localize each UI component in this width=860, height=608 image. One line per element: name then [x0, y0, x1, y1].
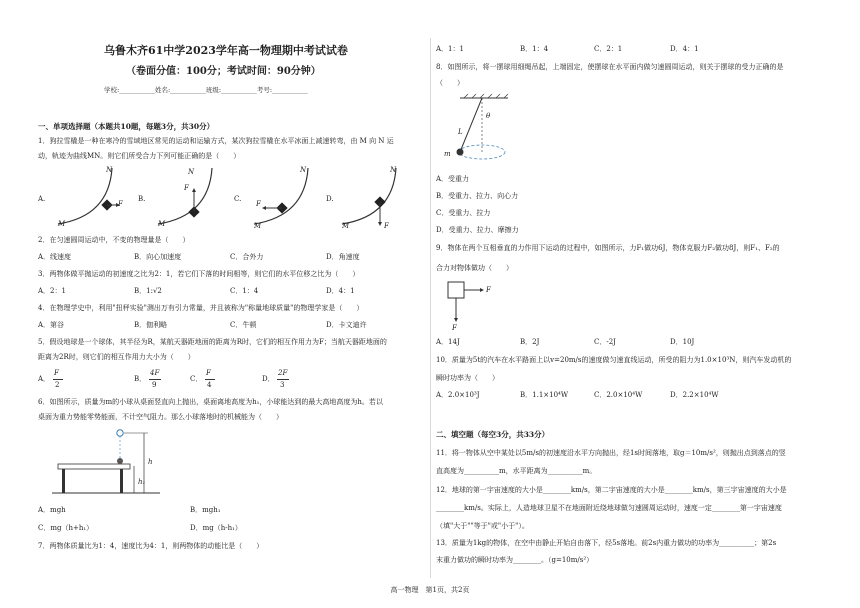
q5-option-d-numerator: 2F	[278, 369, 288, 377]
q3-stem: 3．两物体做平抛运动的初速度之比为2：1，若它们下落的时间相等，则它们的水平位移之比为（ ）	[38, 270, 360, 278]
q6-stem-line2: 桌面为重力势能零势能面，不计空气阻力。那么小球落地时的机械能为（ ）	[38, 413, 283, 421]
q10-stem-line2: 瞬时功率为（ ）	[436, 374, 499, 382]
q8-option-a: A．受重力	[436, 175, 470, 183]
exam-subtitle: （卷面分值：100分；考试时间：90分钟）	[126, 66, 321, 77]
q1d-label-f: F	[384, 222, 389, 230]
q11-line2: 直高度为__________m，水平距离为__________m。	[436, 467, 597, 475]
q9-option-d: D．10J	[670, 338, 695, 346]
q8-stem-line1: 8．如图所示，将一摆球用细绳吊起，上端固定，使摆球在水平面内做匀速圆周运动，则关于摆球的受力正确的是	[436, 63, 784, 71]
q5-option-d-denominator: 3	[280, 381, 285, 389]
q1-option-d-label: D.	[326, 195, 334, 203]
q8-option-b: B．受重力、拉力、向心力	[436, 192, 519, 200]
q6-label-h: h	[148, 458, 153, 466]
q8-label-m: m	[444, 150, 451, 158]
q5-option-a-denominator: 2	[55, 381, 60, 389]
q1a-label-f: F	[118, 200, 123, 208]
q8-option-d: D．受重力、拉力、摩擦力	[436, 226, 519, 234]
page-footer: 高一物理 第1页，共2页	[390, 586, 470, 594]
q10-option-c: C．2.0×10⁴W	[594, 391, 643, 399]
section2-heading: 二、填空题（每空3分，共33分）	[436, 430, 550, 439]
q10-option-a: A．2.0×10³J	[436, 391, 480, 399]
q8-pendulum-diagram	[452, 94, 532, 166]
q1c-label-f: F	[256, 200, 261, 208]
q6-label-h1: h₁	[138, 478, 146, 486]
q5-option-c-prefix: C．	[190, 375, 203, 383]
q1b-label-m: M	[158, 220, 166, 228]
q9-option-b: B．2J	[520, 338, 540, 346]
q8-label-l: L	[458, 128, 463, 136]
q11-line1: 11．将一物体从空中某处以5m/s的初速度沿水平方向抛出，经1s时间落地，取g＝10m/s²，则抛出点到落点的竖	[436, 449, 786, 457]
q2-option-a: A．线速度	[38, 253, 72, 261]
q2-option-b: B．向心加速度	[134, 253, 182, 261]
q1-option-c-label: C.	[234, 195, 242, 203]
q6-option-a: A．mgh	[38, 506, 66, 514]
q1d-label-n: N	[390, 166, 397, 174]
q1-diagram-d	[338, 166, 408, 230]
student-info-line: 学校:___________姓名:___________班级:___________考号:___________	[104, 86, 308, 94]
q12-line3: （填"大于""等于"或"小于"）。	[436, 522, 529, 530]
q9-block-diagram	[442, 276, 502, 334]
q4-option-b: B．伽利略	[134, 321, 168, 329]
q13-line1: 13．质量为1kg的物体，在空中由静止开始自由落下，经5s落地。前2s内重力做功的功率为__________；第2s	[436, 539, 777, 547]
q9-label-f1: F	[486, 286, 491, 294]
q5-stem-line1: 5．假设地球是一个球体，其半径为R，某航天器距地面的距离为R时，它们的相互作用力为F；当航天器距地面的	[38, 338, 387, 346]
q1b-label-f: F	[184, 184, 189, 192]
q1-option-b-label: B.	[138, 195, 146, 203]
q3-option-c: C．1：4	[230, 287, 259, 295]
q5-option-b-numerator: 4F	[150, 369, 160, 377]
q7-option-c: C．2：1	[594, 45, 623, 53]
q5-option-d-fraction-bar	[277, 379, 289, 380]
q9-label-f2: F	[452, 324, 457, 332]
q3-option-a: A．2：1	[38, 287, 66, 295]
q9-option-a: A．14J	[436, 338, 460, 346]
section1-heading: 一、单项选择题（本题共10题，每题3分，共30分）	[38, 122, 215, 131]
q6-option-b: B．mgh₁	[190, 506, 221, 514]
q9-option-c: C．-2J	[594, 338, 616, 346]
column-divider	[430, 38, 431, 578]
q6-option-c: C．mg（h+h₁）	[38, 524, 94, 532]
q5-option-b-denominator: 9	[152, 381, 157, 389]
q4-option-c: C．牛顿	[230, 321, 257, 329]
q1d-label-m: M	[342, 222, 350, 230]
q5-option-c-fraction-bar	[205, 379, 215, 380]
q1a-label-m: M	[58, 220, 66, 228]
q4-stem: 4．在物理学史中，利用"扭秤实验"测出万有引力常量，并且被称为"称量地球质量"的物理学家是（ ）	[38, 304, 364, 312]
exam-title: 乌鲁木齐61中学2023学年高一物理期中考试试卷	[104, 44, 348, 57]
q1-stem-line2: 动，轨迹为曲线MN。则它们所受合力下列可能正确的是（ ）	[38, 152, 241, 160]
q5-option-b-prefix: B．	[134, 375, 147, 383]
q5-option-d-prefix: D．	[262, 375, 275, 383]
q10-option-d: D．2.2×10⁴W	[670, 391, 719, 399]
q3-option-d: D．4：1	[326, 287, 355, 295]
q5-option-c-denominator: 4	[207, 381, 212, 389]
q5-option-b-fraction-bar	[149, 379, 161, 380]
q3-option-b: B．1:√2	[134, 287, 162, 295]
q4-option-a: A．第谷	[38, 321, 65, 329]
q5-option-c-numerator: F	[206, 369, 211, 377]
q9-stem-line1: 9．物体在两个互相垂直的力作用下运动的过程中，如图所示，力F₁做功6J，物体克服力F₂做功8J，则F₁、F₂的	[436, 244, 780, 252]
q1-diagram-c	[250, 166, 320, 230]
q13-line2: 末重力做功的瞬时功率为________。（g=10m/s²）	[436, 556, 594, 564]
q7-option-b: B．1：4	[520, 45, 549, 53]
q2-option-d: D．角速度	[326, 253, 360, 261]
q1c-label-n: N	[300, 166, 307, 174]
q1b-label-n: N	[188, 168, 195, 176]
q2-stem: 2．在匀速圆周运动中，不变的物理量是（ ）	[38, 236, 190, 244]
q7-option-d: D．4：1	[670, 45, 699, 53]
q5-option-a-prefix: A．	[38, 375, 51, 383]
q5-option-a-numerator: F	[54, 369, 59, 377]
q5-option-a-fraction-bar	[53, 379, 63, 380]
q9-stem-line2: 合力对物体做功（ ）	[436, 264, 513, 272]
q7-option-a: A．1：1	[436, 45, 464, 53]
q4-option-d: D．卡文迪许	[326, 321, 367, 329]
q10-option-b: B．1.1×10⁴W	[520, 391, 569, 399]
q12-line1: 12．地球的第一宇宙速度的大小是________km/s，第二宇宙速度的大小是________km/s，第三宇宙速度的大小是	[436, 486, 787, 494]
left-column	[38, 0, 420, 608]
q8-label-theta: θ	[486, 112, 491, 120]
q10-stem-line1: 10．质量为5t的汽车在水平路面上以v=20m/s的速度做匀速直线运动，所受的阻力为1.0×10³N，则汽车发动机的	[436, 356, 792, 364]
right-column	[436, 0, 828, 608]
q12-line2: ________km/s。实际上，人造地球卫星不在地面附近绕地球做匀速圆周运动时，速度一定________第一宇宙速度	[436, 504, 782, 512]
q2-option-c: C．合外力	[230, 253, 264, 261]
q7-stem: 7．两物体质量比为1：4，速度比为4：1，则两物体的动能比是（ ）	[38, 542, 264, 550]
q6-table-ball-diagram	[52, 428, 174, 498]
q6-stem-line1: 6．如图所示，质量为m的小球从桌面竖直向上抛出，桌面离地高度为h₁，小球能达到的最大高地高度为h。若以	[38, 398, 383, 406]
q1-option-a-label: A.	[38, 195, 46, 203]
q1-stem-line1: 1．狗拉雪橇是一种在寒冷的雪域地区常见的运动和运输方式，某次狗拉雪橇在水平冰面上减速转弯，由 M 向 N 运	[38, 137, 394, 145]
q6-option-d: D．mg（h-h₁）	[190, 524, 242, 532]
q1a-label-n: N	[106, 166, 113, 174]
q5-stem-line2: 距离为2R时，则它们的相互作用力大小为（ ）	[38, 353, 195, 361]
q8-option-c: C．受重力、拉力	[436, 209, 491, 217]
q1c-label-m: M	[254, 222, 262, 230]
q8-stem-line2: （ ）	[436, 79, 464, 87]
